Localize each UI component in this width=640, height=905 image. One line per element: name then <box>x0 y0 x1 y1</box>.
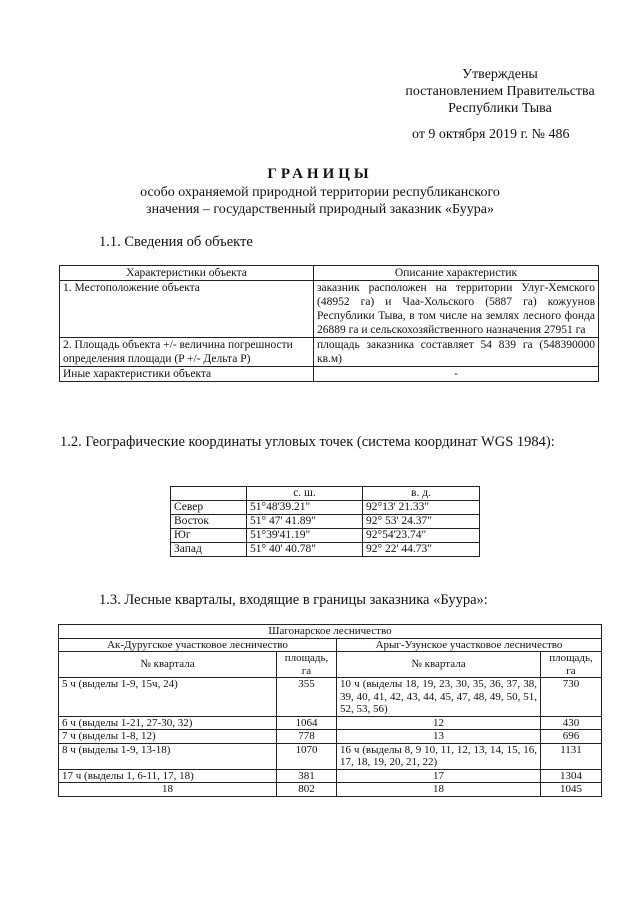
table-row <box>171 515 480 529</box>
table-row <box>171 543 480 557</box>
table-cell: 10 ч (выделы 18, 19, 23, 30, 35, 36, 37, 38, 39, 40, 41, 42, 43, 44, 45, 47, 48, 49, 50, 51, 52, 53, 56) <box>337 678 541 717</box>
subtitle-line-2: значения – государственный природный заказник «Буура» <box>146 202 494 217</box>
forestry-header: Шагонарское лесничество <box>59 625 602 639</box>
approval-line-3: Республики Тыва <box>448 101 552 116</box>
table-row <box>60 281 599 338</box>
table-cell: 92°54'23.74" <box>363 529 480 543</box>
table-cell: 51° 47' 41.89" <box>247 515 363 529</box>
table-header-row <box>60 266 599 281</box>
table-cell: 355 <box>277 678 337 717</box>
table-cell: 2. Площадь объекта +/- величина погрешности определения площади (P +/- Дельта P) <box>60 338 314 367</box>
object-info-table <box>59 265 599 382</box>
table-cell: 18 <box>337 783 541 797</box>
approval-line-2: постановлением Правительства <box>405 84 595 99</box>
column-header: площадь, га <box>277 652 337 678</box>
table-cell: 6 ч (выделы 1-21, 27-30, 32) <box>59 716 277 730</box>
table-cell: - <box>314 367 599 382</box>
column-header: Характеристики объекта <box>60 266 314 281</box>
section-1-heading: 1.1. Сведения об объекте <box>99 234 253 250</box>
table-row <box>59 769 602 783</box>
table-cell: 1064 <box>277 716 337 730</box>
table-header-row <box>59 638 602 652</box>
table-cell: 92° 22' 44.73" <box>363 543 480 557</box>
table-cell: 8 ч (выделы 1-9, 13-18) <box>59 743 277 769</box>
table-cell: 18 <box>59 783 277 797</box>
forest-quarters-table <box>58 624 602 797</box>
table-cell: площадь заказника составляет 54 839 га (548390000 кв.м) <box>314 338 599 367</box>
table-row <box>60 367 599 382</box>
table-cell: 1045 <box>541 783 602 797</box>
coordinates-table <box>170 486 480 557</box>
table-cell: Иные характеристики объекта <box>60 367 314 382</box>
district-header-right: Арыг-Узунское участковое лесничество <box>337 638 602 652</box>
approval-order: от 9 октября 2019 г. № 486 <box>412 127 570 142</box>
table-cell: 7 ч (выделы 1-8, 12) <box>59 730 277 744</box>
document-subtitle <box>0 184 640 218</box>
table-header-row <box>59 652 602 678</box>
table-cell: 51°39'41.19" <box>247 529 363 543</box>
column-header: № квартала <box>59 652 277 678</box>
subtitle-line-1: особо охраняемой природной территории республиканского <box>140 185 500 200</box>
table-cell: 13 <box>337 730 541 744</box>
table-cell: 730 <box>541 678 602 717</box>
table-cell: 1304 <box>541 769 602 783</box>
table-cell: Запад <box>171 543 247 557</box>
table-row <box>60 338 599 367</box>
table-row <box>59 716 602 730</box>
table-cell: 12 <box>337 716 541 730</box>
column-header: Описание характеристик <box>314 266 599 281</box>
column-header: в. д. <box>363 487 480 501</box>
table-cell: 1. Местоположение объекта <box>60 281 314 338</box>
section-2-heading: 1.2. Географические координаты угловых точек (система координат WGS 1984): <box>60 434 555 450</box>
section-3-heading: 1.3. Лесные кварталы, входящие в границы заказника «Буура»: <box>99 592 488 608</box>
table-cell: 17 ч (выделы 1, 6-11, 17, 18) <box>59 769 277 783</box>
table-row <box>171 501 480 515</box>
column-header-empty <box>171 487 247 501</box>
approval-block <box>380 66 620 117</box>
table-cell: 51°48'39.21" <box>247 501 363 515</box>
table-row <box>59 678 602 717</box>
table-cell: 51° 40' 40.78" <box>247 543 363 557</box>
column-header: площадь, га <box>541 652 602 678</box>
table-cell: 5 ч (выделы 1-9, 15ч, 24) <box>59 678 277 717</box>
table-header-row <box>171 487 480 501</box>
table-cell: 1070 <box>277 743 337 769</box>
table-cell: 17 <box>337 769 541 783</box>
table-cell: 92°13' 21.33" <box>363 501 480 515</box>
document-title: ГРАНИЦЫ <box>267 166 373 182</box>
column-header: с. ш. <box>247 487 363 501</box>
table-cell: 430 <box>541 716 602 730</box>
table-cell: Юг <box>171 529 247 543</box>
table-cell: 778 <box>277 730 337 744</box>
table-cell: 1131 <box>541 743 602 769</box>
table-cell: 696 <box>541 730 602 744</box>
table-cell: 16 ч (выделы 8, 9 10, 11, 12, 13, 14, 15, 16, 17, 18, 19, 20, 21, 22) <box>337 743 541 769</box>
table-row <box>171 529 480 543</box>
table-cell: 381 <box>277 769 337 783</box>
approval-line-1: Утверждены <box>462 67 538 82</box>
table-cell: 92° 53' 24.37" <box>363 515 480 529</box>
table-cell: заказник расположен на территории Улуг-Хемского (48952 га) и Чаа-Хольского (5887 га) кожуунов Республики Тыва, в том числе на землях лесного фонда 26889 га и сельскохозяйственного назначения 27951 га <box>314 281 599 338</box>
column-header: № квартала <box>337 652 541 678</box>
table-cell: Север <box>171 501 247 515</box>
table-row <box>59 783 602 797</box>
table-header-row <box>59 625 602 639</box>
table-cell: Восток <box>171 515 247 529</box>
table-row <box>59 743 602 769</box>
district-header-left: Ак-Дуругское участковое лесничество <box>59 638 337 652</box>
table-cell: 802 <box>277 783 337 797</box>
table-row <box>59 730 602 744</box>
